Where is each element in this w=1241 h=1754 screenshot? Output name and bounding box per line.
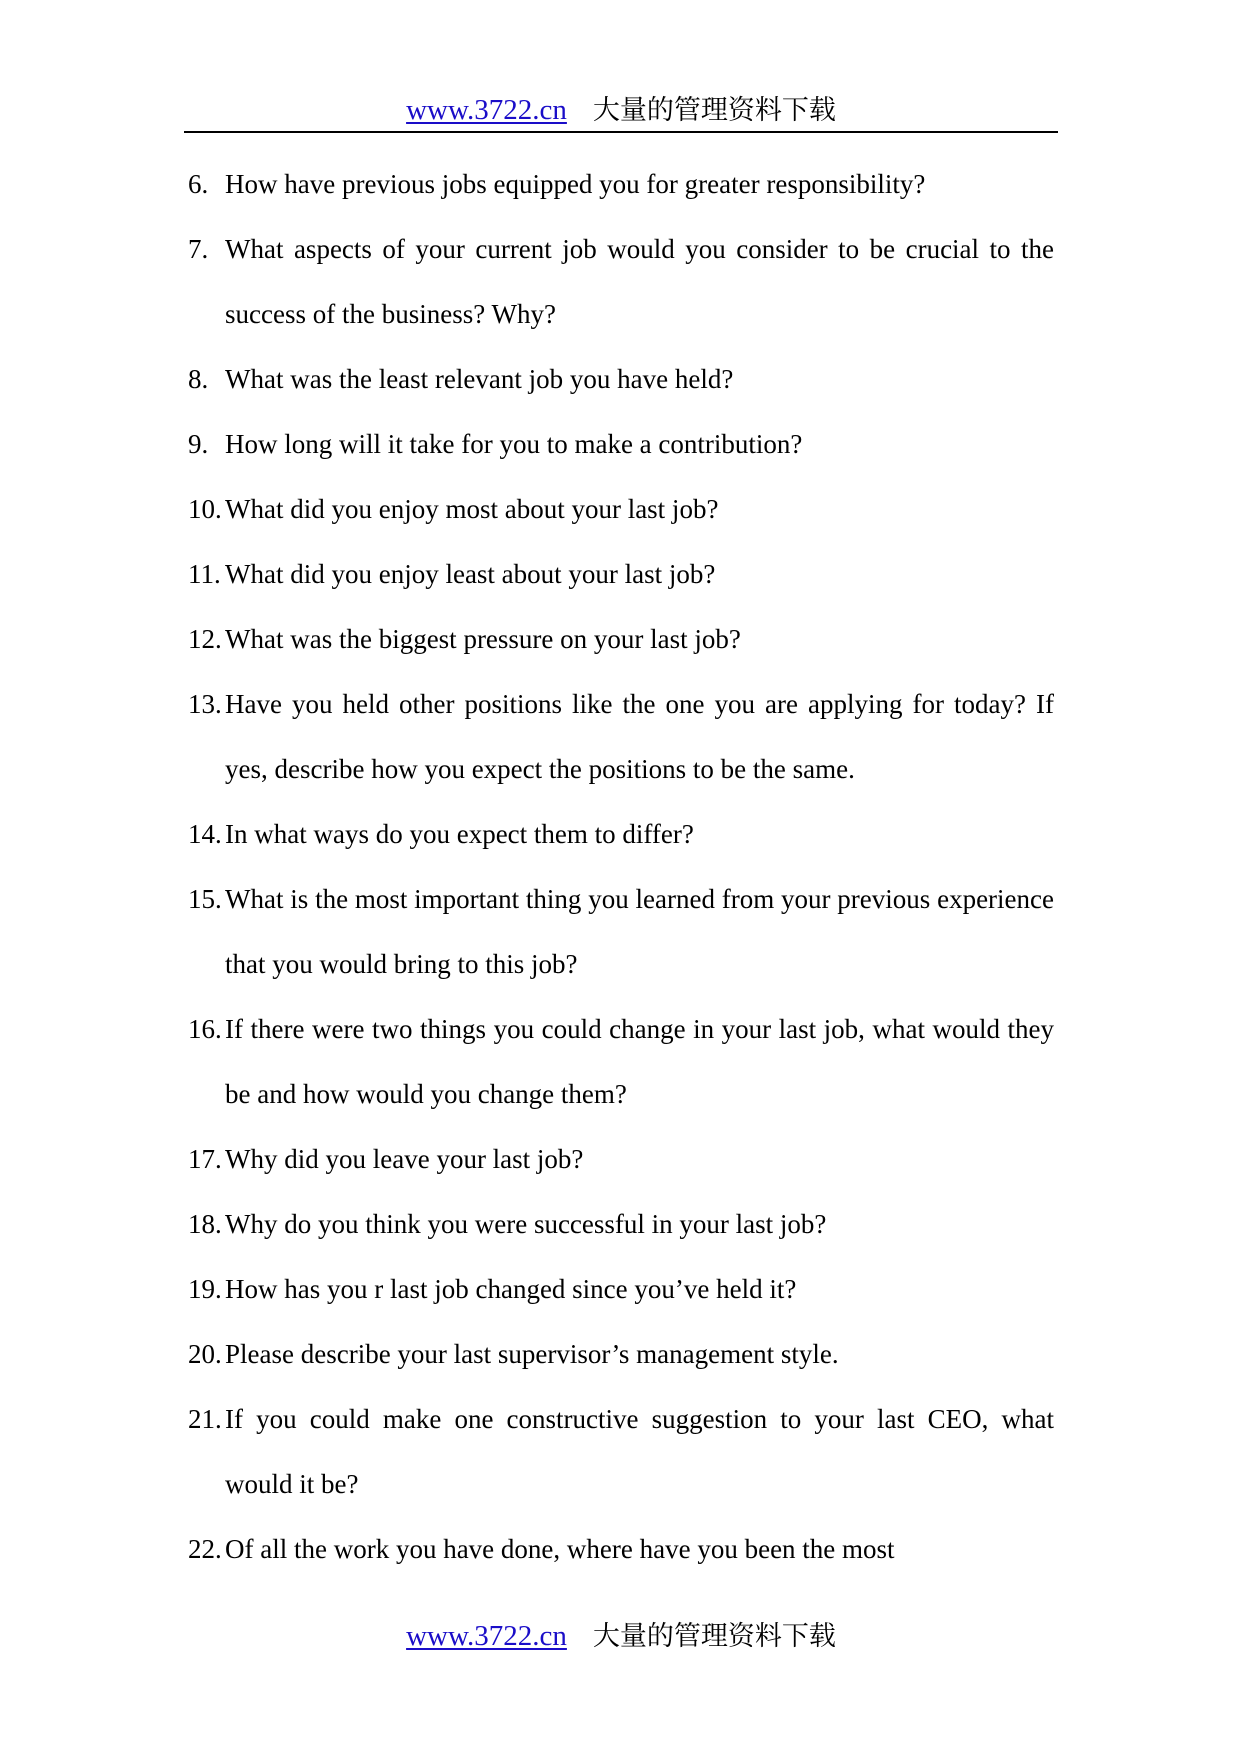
question-number: 20. xyxy=(188,1339,222,1369)
question-text: How long will it take for you to make a contribution? xyxy=(225,429,803,459)
question-number: 22. xyxy=(188,1534,222,1564)
question-number: 6. xyxy=(188,169,209,199)
question-item xyxy=(188,1517,1054,1582)
question-number: 12. xyxy=(188,624,222,654)
question-item xyxy=(188,542,1054,607)
question-number: 16. xyxy=(188,1014,222,1044)
question-number: 8. xyxy=(188,364,209,394)
question-item xyxy=(188,1192,1054,1257)
question-item xyxy=(188,672,1054,802)
question-text: In what ways do you expect them to differ? xyxy=(225,819,694,849)
question-item xyxy=(188,867,1054,997)
question-item xyxy=(188,412,1054,477)
question-text: How have previous jobs equipped you for greater responsibility? xyxy=(225,169,926,199)
question-text: Have you held other positions like the one you are applying for today? If yes, describe how you expect the positions to be the same. xyxy=(225,689,1054,784)
question-item xyxy=(188,1127,1054,1192)
question-number: 7. xyxy=(188,234,209,264)
question-number: 9. xyxy=(188,429,209,459)
question-text: What was the least relevant job you have held? xyxy=(225,364,734,394)
question-text: What was the biggest pressure on your last job? xyxy=(225,624,741,654)
footer-tagline: 大量的管理资料下载 xyxy=(592,1621,836,1652)
question-item xyxy=(188,477,1054,542)
question-text: How has you r last job changed since you’ve held it? xyxy=(225,1274,797,1304)
question-item xyxy=(188,152,1054,217)
question-text: Why did you leave your last job? xyxy=(225,1144,584,1174)
page-header xyxy=(184,86,1058,135)
header-site-link[interactable]: www.3722.cn xyxy=(406,94,567,126)
question-number: 11. xyxy=(188,559,221,589)
question-text: What did you enjoy most about your last job? xyxy=(225,494,719,524)
question-item xyxy=(188,997,1054,1127)
question-text: If you could make one constructive suggestion to your last CEO, what would it be? xyxy=(225,1404,1054,1499)
question-item xyxy=(188,1257,1054,1322)
question-item xyxy=(188,802,1054,867)
question-item xyxy=(188,347,1054,412)
question-number: 14. xyxy=(188,819,222,849)
question-number: 15. xyxy=(188,884,222,914)
question-item xyxy=(188,1387,1054,1517)
header-divider xyxy=(184,131,1058,133)
question-text: What did you enjoy least about your last job? xyxy=(225,559,716,589)
question-number: 17. xyxy=(188,1144,222,1174)
question-item xyxy=(188,217,1054,347)
question-text: Why do you think you were successful in your last job? xyxy=(225,1209,827,1239)
question-text: What is the most important thing you learned from your previous experience that you would bring to this job? xyxy=(225,884,1054,979)
question-number: 13. xyxy=(188,689,222,719)
question-item xyxy=(188,607,1054,672)
question-text: Please describe your last supervisor’s management style. xyxy=(225,1339,839,1369)
question-text: If there were two things you could change in your last job, what would they be and how would you change them? xyxy=(225,1014,1054,1109)
question-item xyxy=(188,1322,1054,1387)
question-list xyxy=(188,152,1054,1582)
question-number: 19. xyxy=(188,1274,222,1304)
question-number: 10. xyxy=(188,494,222,524)
question-number: 21. xyxy=(188,1404,222,1434)
question-number: 18. xyxy=(188,1209,222,1239)
footer-site-link[interactable]: www.3722.cn xyxy=(406,1620,567,1652)
header-tagline: 大量的管理资料下载 xyxy=(592,95,836,126)
question-text: Of all the work you have done, where have you been the most xyxy=(225,1534,895,1564)
question-text: What aspects of your current job would you consider to be crucial to the success of the business? Why? xyxy=(225,234,1054,329)
page-footer xyxy=(184,1612,1058,1661)
